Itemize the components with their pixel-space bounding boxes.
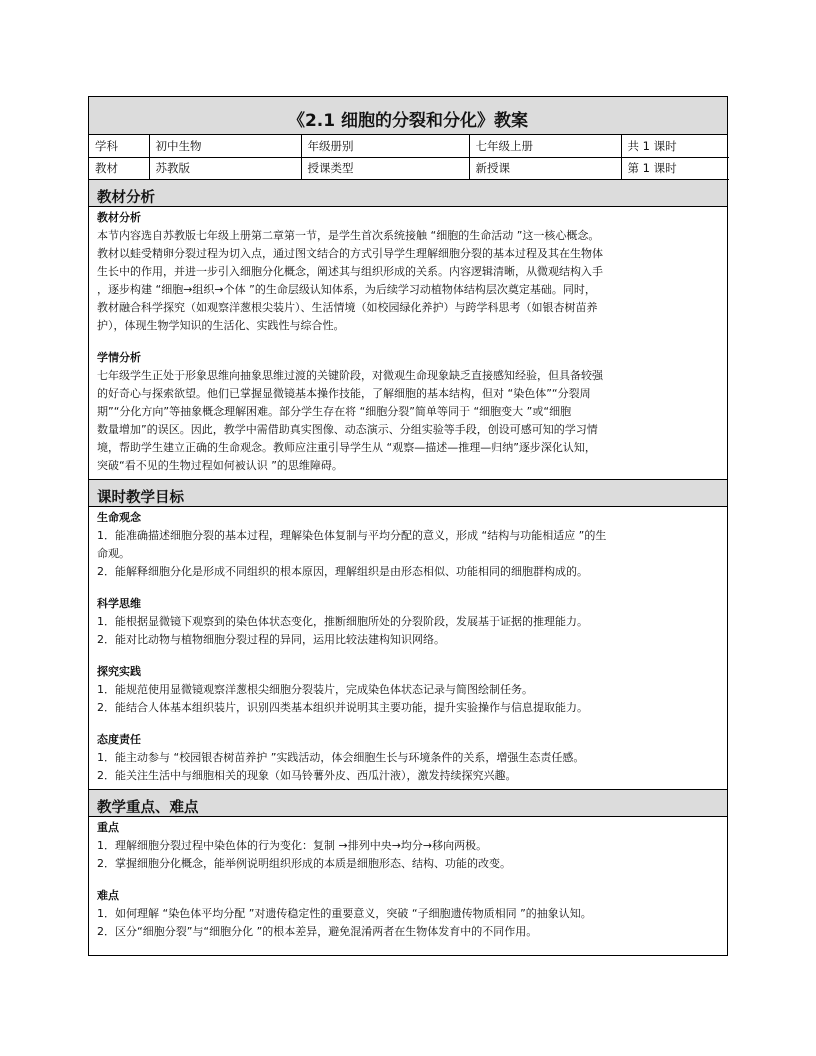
paragraph-line: 生长中的作用，并进一步引入细胞分化概念，阐述其与组织形成的关系。内容逻辑清晰，从微观结构入手 (97, 264, 603, 278)
textbook-value: 苏教版 (149, 157, 301, 179)
difficulty-line: 2．区分“细胞分裂”与“细胞分化 ”的根本差异，避免混淆两者在生物体发育中的不同作用。 (97, 924, 538, 938)
paragraph-line: 数量增加”的误区。因此，教学中需借助真实图像、动态演示、分组实验等手段，创设可感可知的学习情 (97, 422, 598, 436)
keypoint-line: 2．掌握细胞分化概念，能举例说明组织形成的本质是细胞形态、结构、功能的改变。 (97, 856, 511, 870)
subheading-attitude-responsibility: 态度责任 (97, 732, 141, 746)
lesson-type-value: 新授课 (469, 157, 621, 179)
info-row (89, 157, 729, 179)
goal-line: 1．能规范使用显微镜观察洋葱根尖细胞分裂装片，完成染色体状态记录与简图绘制任务。 (97, 682, 533, 696)
subheading-inquiry-practice: 探究实践 (97, 664, 141, 678)
section-body-goals (89, 507, 727, 790)
subheading-life-concept: 生命观念 (97, 510, 141, 524)
goal-line: 2．能结合人体基本组织装片，识别四类基本组织并说明其主要功能，提升实验操作与信息提取能力。 (97, 700, 588, 714)
paragraph-line: 护），体现生物学知识的生活化、实践性与综合性。 (97, 318, 345, 332)
textbook-label: 教材 (89, 157, 149, 179)
paragraph-line: 的好奇心与探索欲望。他们已掌握显微镜基本操作技能，了解细胞的基本结构，但对 “染色体”“分裂周 (97, 386, 591, 400)
subheading-textbook: 教材分析 (97, 210, 141, 224)
subject-label: 学科 (89, 135, 149, 157)
grade-label: 年级册别 (301, 135, 469, 157)
info-table (89, 135, 729, 180)
section-heading-goals: 课时教学目标 (89, 480, 727, 507)
paragraph-line: 教材融合科学探究（如观察洋葱根尖装片）、生活情境（如校园绿化养护）与跨学科思考（如银杏树苗养 (97, 300, 598, 314)
section-body-analysis (89, 207, 727, 480)
paragraph-line: 教材以蛙受精卵分裂过程为切入点，通过图文结合的方式引导学生理解细胞分裂的基本过程及其在生物体 (97, 246, 603, 260)
paragraph-line: 七年级学生正处于形象思维向抽象思维过渡的关键阶段，对微观生命现象缺乏直接感知经验，但具备较强 (97, 368, 603, 382)
paragraph-line: 期”“分化方向”等抽象概念理解困难。部分学生存在将 “细胞分裂”简单等同于 “细胞变大 ”或“细胞 (97, 404, 572, 418)
document-title: 《2.1 细胞的分裂和分化》教案 (89, 97, 727, 135)
subheading-difficulties: 难点 (97, 888, 119, 902)
info-row (89, 135, 729, 157)
goal-line: 2．能解释细胞分化是形成不同组织的根本原因，理解组织是由形态相似、功能相同的细胞群构成的。 (97, 564, 588, 578)
subheading-key-points: 重点 (97, 820, 119, 834)
goal-line: 命观。 (97, 546, 130, 560)
subject-value: 初中生物 (149, 135, 301, 157)
grade-value: 七年级上册 (469, 135, 621, 157)
subheading-scientific-thinking: 科学思维 (97, 596, 141, 610)
goal-line: 2．能对比动物与植物细胞分裂过程的异同，运用比较法建构知识网络。 (97, 632, 445, 646)
lesson-number: 第 1 课时 (621, 157, 729, 179)
goal-line: 2．能关注生活中与细胞相关的现象（如马铃薯外皮、西瓜汁液），激发持续探究兴趣。 (97, 768, 517, 782)
section-heading-analysis: 教材分析 (89, 180, 727, 207)
paragraph-line: 突破“看不见的生物过程如何被认识 ”的思维障碍。 (97, 458, 343, 472)
goal-line: 1．能根据显微镜下观察到的染色体状态变化，推断细胞所处的分裂阶段，发展基于证据的推理能力。 (97, 614, 588, 628)
goal-line: 1．能主动参与 “校园银杏树苗养护 ”实践活动，体会细胞生长与环境条件的关系，增强生态责任感。 (97, 750, 585, 764)
paragraph-line: 境，帮助学生建立正确的生命观念。教师应注重引导学生从 “观察—描述—推理—归纳”逐步深化认知， (97, 440, 596, 454)
total-hours: 共 1 课时 (621, 135, 729, 157)
keypoint-line: 1．理解细胞分裂过程中染色体的行为变化：复制 →排列中央→均分→移向两极。 (97, 838, 488, 852)
subheading-learner: 学情分析 (97, 350, 141, 364)
difficulty-line: 1．如何理解 “染色体平均分配 ”对遗传稳定性的重要意义，突破 “子细胞遗传物质相同 ”的抽象认知。 (97, 906, 592, 920)
paragraph-line: 本节内容选自苏教版七年级上册第二章第一节，是学生首次系统接触 “细胞的生命活动 ”这一核心概念。 (97, 228, 600, 242)
lesson-type-label: 授课类型 (301, 157, 469, 179)
paragraph-line: ，逐步构建 “细胞→组织→个体 ”的生命层级认知体系，为后续学习动植物体结构层次奠定基础。同时， (97, 282, 596, 296)
section-heading-keypoints: 教学重点、难点 (89, 790, 727, 817)
section-body-keypoints (89, 817, 727, 945)
goal-line: 1．能准确描述细胞分裂的基本过程，理解染色体复制与平均分配的意义，形成 “结构与功能相适应 ”的生 (97, 528, 607, 542)
lesson-plan-sheet (88, 96, 728, 956)
